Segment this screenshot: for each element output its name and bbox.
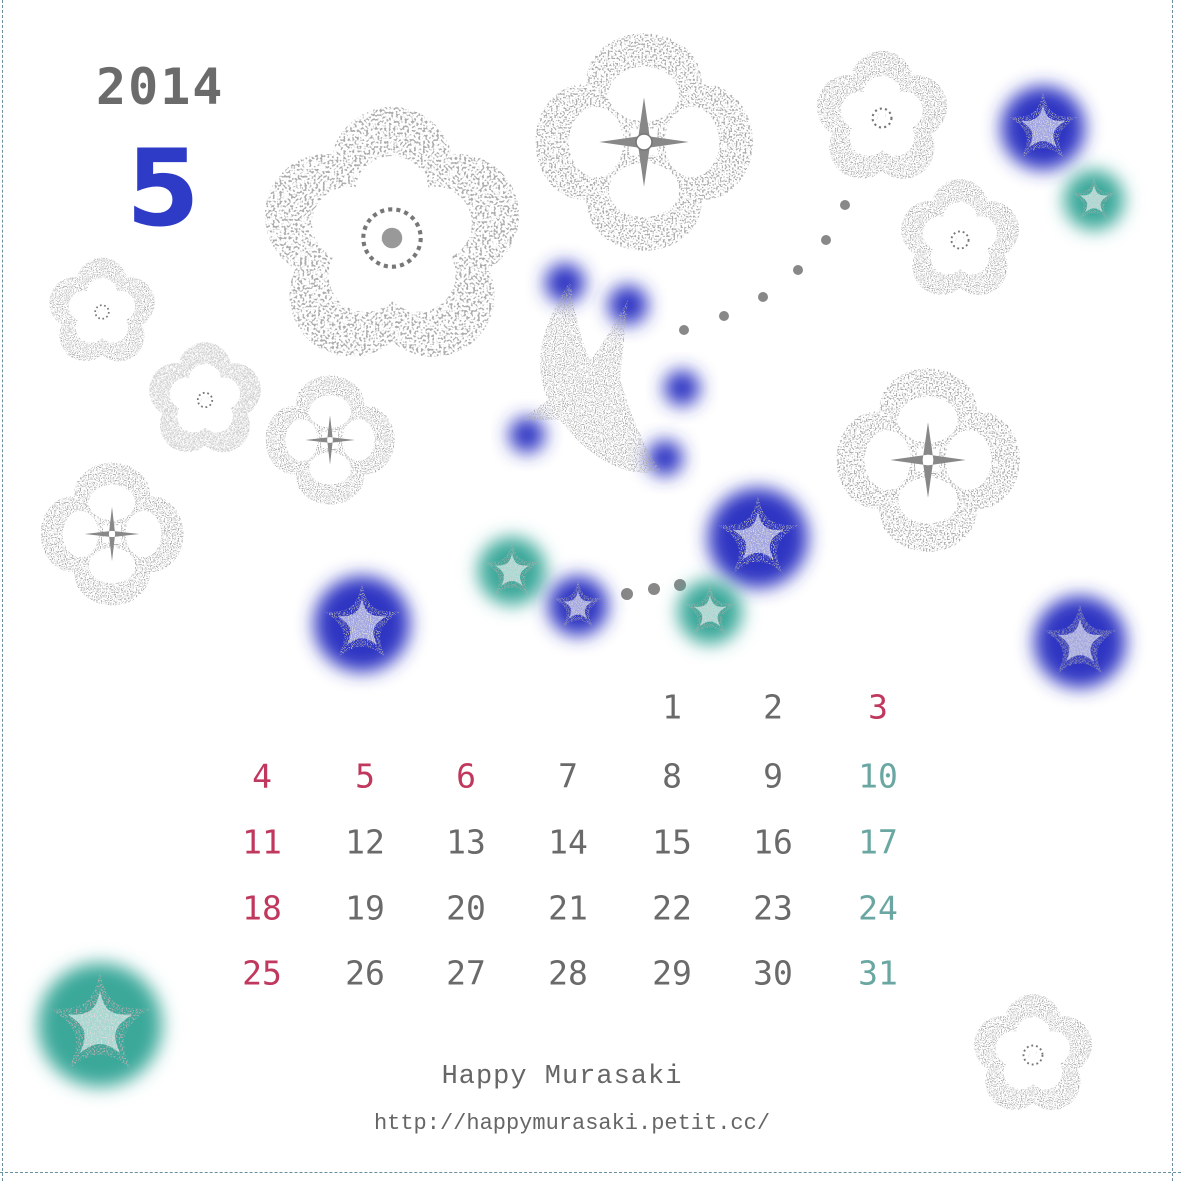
calendar-day: 31	[858, 953, 898, 993]
calendar-day: 9	[763, 756, 783, 796]
star-icon	[1001, 86, 1085, 170]
calendar-day: 23	[753, 888, 793, 928]
calendar-day: 25	[242, 953, 282, 993]
star-icon	[1064, 170, 1124, 230]
flower-icon	[149, 342, 261, 452]
calendar-day: 20	[446, 888, 486, 928]
calendar-day: 18	[242, 888, 282, 928]
cut-line-bottom	[0, 1172, 1181, 1173]
calendar-day: 13	[446, 822, 486, 862]
year-label: 2014	[96, 58, 225, 116]
calendar-day: 17	[858, 822, 898, 862]
month-label: 5	[126, 127, 200, 250]
flower-icon	[901, 179, 1019, 295]
calendar-day: 5	[355, 756, 375, 796]
star-icon	[678, 580, 742, 644]
calendar-day: 28	[548, 953, 588, 993]
cut-line-right	[1172, 0, 1173, 1181]
calendar-day: 14	[548, 822, 588, 862]
star-icon	[314, 576, 410, 672]
flower-icon	[41, 463, 184, 606]
calendar-day: 11	[242, 822, 282, 862]
star-icon	[478, 537, 546, 605]
calendar-day: 7	[558, 756, 578, 796]
flower-icon	[974, 994, 1092, 1110]
calendar-day: 2	[763, 687, 783, 727]
calendar-day: 16	[753, 822, 793, 862]
calendar-day: 12	[345, 822, 385, 862]
site-url: http://happymurasaki.petit.cc/	[373, 1111, 771, 1136]
calendar-day: 6	[456, 756, 476, 796]
calendar-day: 26	[345, 953, 385, 993]
brand-name: Happy Murasaki	[441, 1062, 683, 1092]
flower-icon	[817, 51, 947, 179]
calendar-day: 10	[858, 756, 898, 796]
flower-icon	[265, 375, 394, 504]
calendar-day: 8	[662, 756, 682, 796]
star-icon	[708, 488, 808, 588]
flower-icon	[265, 107, 519, 357]
calendar-day: 27	[446, 953, 486, 993]
calendar-day: 29	[652, 953, 692, 993]
calendar-day: 4	[252, 756, 272, 796]
calendar-day: 19	[345, 888, 385, 928]
flower-icon	[836, 368, 1020, 552]
star-icon	[1034, 596, 1126, 688]
calendar-day: 3	[868, 687, 888, 727]
star-icon	[548, 576, 608, 636]
calendar-day: 21	[548, 888, 588, 928]
calendar-day: 24	[858, 888, 898, 928]
flower-icon	[49, 258, 154, 362]
calendar-day: 15	[652, 822, 692, 862]
flower-icon	[535, 33, 753, 251]
calendar-day: 22	[652, 888, 692, 928]
calendar-day: 30	[753, 953, 793, 993]
calendar-day: 1	[662, 687, 682, 727]
cut-line-left	[2, 0, 3, 1181]
bird-icon	[509, 263, 700, 476]
